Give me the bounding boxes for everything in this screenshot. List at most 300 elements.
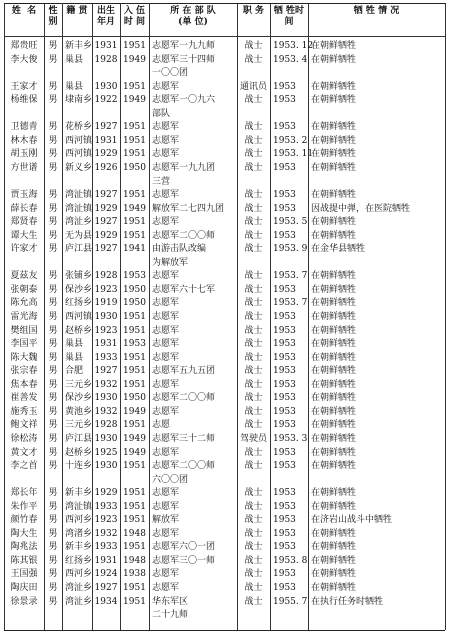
cell-unit: 一〇〇团 bbox=[152, 68, 189, 79]
cell-birth: 1927 bbox=[94, 366, 118, 377]
cell-situation: 在朝鲜牺牲 bbox=[311, 230, 357, 241]
cell-name: 胡玉刚 bbox=[10, 149, 38, 160]
cell-situation: 在朝鲜牺牲 bbox=[311, 149, 357, 160]
cell-birth: 1922 bbox=[94, 95, 118, 106]
cell-name: 陶兆法 bbox=[10, 542, 38, 553]
cell-birth: 1925 bbox=[94, 447, 118, 458]
cell-enlist: 1951 bbox=[123, 122, 146, 133]
cell-position: 通讯员 bbox=[239, 81, 267, 92]
cell-situation: 在朝鲜牺牲 bbox=[311, 352, 357, 363]
cell-position: 战士 bbox=[244, 596, 263, 607]
cell-gender: 男 bbox=[48, 379, 58, 390]
cell-sacrifice-time: 1953 bbox=[273, 312, 296, 322]
cell-gender: 男 bbox=[48, 312, 58, 322]
cell-situation: 在朝鲜牺牲 bbox=[311, 271, 357, 282]
header-situation: 牺 牲 情 况 bbox=[353, 6, 400, 16]
cell-name: 朱作平 bbox=[10, 501, 38, 512]
cell-unit: 三营 bbox=[152, 176, 171, 187]
cell-situation: 在朝鲜牺牲 bbox=[311, 54, 357, 65]
cell-birth: 1931 bbox=[94, 339, 118, 350]
cell-position: 战士 bbox=[244, 149, 263, 160]
cell-enlist: 1951 bbox=[123, 325, 146, 336]
cell-situation: 在朝鲜牺牲 bbox=[311, 41, 357, 51]
cell-enlist: 1949 bbox=[123, 203, 146, 214]
cell-origin: 湾沚乡 bbox=[65, 583, 93, 593]
cell-birth: 1930 bbox=[94, 312, 118, 322]
cell-gender: 男 bbox=[48, 569, 58, 580]
cell-position: 战士 bbox=[244, 325, 263, 336]
cell-origin: 埭南乡 bbox=[65, 95, 93, 106]
table-top-border bbox=[4, 3, 445, 4]
cell-unit: 志愿军 bbox=[152, 81, 180, 92]
cell-sacrifice-time: 1953 bbox=[273, 325, 296, 336]
cell-gender: 男 bbox=[48, 461, 58, 472]
cell-birth: 1928 bbox=[94, 271, 118, 282]
cell-position: 战士 bbox=[244, 271, 263, 282]
cell-sacrifice-time: 1953 bbox=[273, 420, 296, 431]
cell-unit: 志愿军三〇一师 bbox=[152, 555, 216, 566]
cell-sacrifice-time: 1953. 4 bbox=[273, 54, 308, 65]
cell-name: 徐景录 bbox=[10, 596, 38, 607]
header-name: 姓 名 bbox=[11, 6, 37, 16]
cell-unit: 志愿军 bbox=[152, 352, 180, 363]
cell-sacrifice-time: 1953. 9 bbox=[273, 244, 308, 255]
cell-enlist: 1938 bbox=[123, 569, 146, 580]
cell-birth: 1924 bbox=[94, 569, 118, 580]
cell-enlist: 1951 bbox=[123, 149, 146, 160]
cell-enlist: 1951 bbox=[123, 501, 146, 512]
cell-name: 李之首 bbox=[10, 461, 38, 472]
cell-gender: 男 bbox=[48, 528, 58, 539]
cell-situation: 在朝鲜牺牲 bbox=[311, 162, 357, 173]
cell-gender: 男 bbox=[48, 555, 58, 566]
cell-unit: 解放军 bbox=[152, 515, 180, 526]
cell-name: 鲍文祥 bbox=[10, 420, 38, 431]
cell-enlist: 1953 bbox=[123, 339, 146, 350]
cell-position: 战士 bbox=[244, 447, 263, 458]
cell-name: 徐松涛 bbox=[10, 433, 38, 444]
cell-name: 张朝泰 bbox=[10, 284, 38, 295]
cell-position: 战士 bbox=[244, 162, 263, 173]
cell-unit: 为解放军 bbox=[152, 257, 189, 268]
cell-name: 许家才 bbox=[10, 244, 38, 255]
cell-enlist: 1951 bbox=[123, 379, 146, 390]
cell-enlist: 1949 bbox=[123, 433, 146, 444]
cell-name: 陈大魏 bbox=[10, 352, 38, 363]
cell-position: 战士 bbox=[244, 298, 263, 309]
cell-sacrifice-time: 1953 bbox=[273, 230, 296, 241]
cell-origin: 湾沚镇 bbox=[65, 501, 93, 512]
column-divider bbox=[445, 3, 446, 630]
cell-unit: 由游击队改编 bbox=[152, 244, 207, 255]
cell-gender: 男 bbox=[48, 339, 58, 350]
cell-position: 战士 bbox=[244, 393, 263, 404]
cell-unit: 志愿军一九九团 bbox=[152, 162, 216, 173]
cell-sacrifice-time: 1953 bbox=[273, 447, 296, 458]
cell-enlist: 1951 bbox=[123, 352, 146, 363]
cell-position: 战士 bbox=[244, 284, 263, 295]
cell-sacrifice-time: 1953 bbox=[273, 406, 296, 417]
cell-name: 施秀玉 bbox=[10, 406, 38, 417]
cell-situation: 在朝鲜牺牲 bbox=[311, 461, 357, 472]
cell-name: 贾玉海 bbox=[10, 190, 38, 201]
cell-situation: 在朝鲜牺牲 bbox=[311, 569, 357, 580]
cell-enlist: 1941 bbox=[123, 244, 146, 255]
cell-origin: 西河镇 bbox=[65, 135, 93, 146]
cell-situation: 在朝鲜牺牲 bbox=[311, 555, 357, 566]
cell-position: 战士 bbox=[244, 461, 263, 472]
cell-unit: 华东军区 bbox=[152, 596, 189, 607]
header-birth: 出生年月 bbox=[96, 6, 115, 27]
cell-gender: 男 bbox=[48, 81, 58, 92]
cell-situation: 在朝鲜牺牲 bbox=[311, 501, 357, 512]
cell-origin: 巢县 bbox=[65, 54, 84, 65]
cell-name: 杨维保 bbox=[10, 95, 38, 106]
cell-birth: 1927 bbox=[94, 122, 118, 133]
cell-situation: 在金华县牺牲 bbox=[311, 244, 366, 255]
cell-unit: 志愿军 bbox=[152, 488, 180, 499]
cell-name: 方世谱 bbox=[10, 162, 38, 173]
cell-sacrifice-time: 1953. 12 bbox=[273, 41, 314, 51]
cell-unit: 志愿军 bbox=[152, 501, 180, 512]
cell-enlist: 1951 bbox=[123, 420, 146, 431]
cell-name: 陈其银 bbox=[10, 555, 38, 566]
cell-birth: 1931 bbox=[94, 135, 118, 146]
cell-birth: 1923 bbox=[94, 515, 118, 526]
table-bottom-border bbox=[4, 630, 445, 631]
cell-unit: 解放军二七四九团 bbox=[152, 203, 225, 214]
cell-gender: 男 bbox=[48, 583, 58, 593]
cell-birth: 1934 bbox=[94, 596, 118, 607]
cell-gender: 男 bbox=[48, 190, 58, 201]
cell-origin: 黄池乡 bbox=[65, 406, 93, 417]
cell-enlist: 1950 bbox=[123, 393, 146, 404]
cell-birth: 1930 bbox=[94, 461, 118, 472]
cell-unit: 六〇〇团 bbox=[152, 474, 189, 485]
cell-sacrifice-time: 1953. 7 bbox=[273, 271, 308, 282]
cell-enlist: 1951 bbox=[123, 312, 146, 322]
cell-sacrifice-time: 1953 bbox=[273, 393, 296, 404]
cell-enlist: 1951 bbox=[123, 230, 146, 241]
cell-unit: 志愿军 bbox=[152, 298, 180, 309]
cell-name: 夏兹友 bbox=[10, 271, 38, 282]
cell-position: 战士 bbox=[244, 54, 263, 65]
cell-position: 战士 bbox=[244, 135, 263, 146]
cell-unit: 志愿军 bbox=[152, 135, 180, 146]
cell-birth: 1919 bbox=[94, 298, 118, 309]
header-sacrifice-time: 牺 牲时 间 bbox=[273, 6, 308, 27]
cell-gender: 男 bbox=[48, 95, 58, 106]
cell-origin: 无为县 bbox=[65, 230, 93, 241]
column-divider bbox=[62, 3, 63, 630]
cell-position: 战士 bbox=[244, 122, 263, 133]
cell-situation: 在朝鲜牺牲 bbox=[311, 298, 357, 309]
cell-situation: 在朝鲜牺牲 bbox=[311, 95, 357, 106]
cell-position: 战士 bbox=[244, 420, 263, 431]
cell-origin: 新义乡 bbox=[65, 162, 93, 173]
cell-situation: 在朝鲜牺牲 bbox=[311, 312, 357, 322]
cell-sacrifice-time: 1953 bbox=[273, 122, 296, 133]
cell-sacrifice-time: 1953. 3 bbox=[273, 433, 308, 444]
cell-origin: 巢县 bbox=[65, 352, 84, 363]
cell-birth: 1933 bbox=[94, 542, 118, 553]
cell-origin: 三元乡 bbox=[65, 379, 93, 390]
cell-enlist: 1951 bbox=[123, 461, 146, 472]
header-origin: 籍 贯 bbox=[66, 6, 88, 16]
cell-unit: 志愿军 bbox=[152, 325, 180, 336]
cell-gender: 男 bbox=[48, 203, 58, 214]
cell-position: 战士 bbox=[244, 41, 263, 51]
cell-birth: 1931 bbox=[94, 555, 118, 566]
cell-enlist: 1951 bbox=[123, 596, 146, 607]
cell-birth: 1933 bbox=[94, 501, 118, 512]
cell-sacrifice-time: 1953 bbox=[273, 501, 296, 512]
cell-sacrifice-time: 1953. 5 bbox=[273, 217, 308, 228]
cell-enlist: 1950 bbox=[123, 284, 146, 295]
header-position: 职 务 bbox=[242, 6, 265, 16]
cell-gender: 男 bbox=[48, 542, 58, 553]
cell-enlist: 1951 bbox=[123, 366, 146, 377]
cell-gender: 男 bbox=[48, 352, 58, 363]
cell-situation: 在朝鲜牺牲 bbox=[311, 420, 357, 431]
cell-gender: 男 bbox=[48, 501, 58, 512]
cell-situation: 在朝鲜牺牲 bbox=[311, 135, 357, 146]
cell-unit: 志愿军一〇九六 bbox=[152, 95, 216, 106]
cell-birth: 1928 bbox=[94, 420, 118, 431]
cell-situation: 在朝鲜牺牲 bbox=[311, 433, 357, 444]
cell-gender: 男 bbox=[48, 217, 58, 228]
cell-situation: 在朝鲜牺牲 bbox=[311, 583, 357, 593]
cell-name: 陶大生 bbox=[10, 528, 38, 539]
cell-origin: 湾沚乡 bbox=[65, 217, 93, 228]
cell-enlist: 1951 bbox=[123, 190, 146, 201]
cell-situation: 在朝鲜牺牲 bbox=[311, 339, 357, 350]
cell-birth: 1930 bbox=[94, 393, 118, 404]
cell-enlist: 1949 bbox=[123, 54, 146, 65]
cell-unit: 志愿军 bbox=[152, 122, 180, 133]
cell-birth: 1926 bbox=[94, 162, 118, 173]
cell-gender: 男 bbox=[48, 135, 58, 146]
cell-birth: 1929 bbox=[94, 488, 118, 499]
cell-origin: 赵桥乡 bbox=[65, 325, 93, 336]
cell-origin: 红扬乡 bbox=[65, 555, 93, 566]
cell-unit: 部队 bbox=[152, 108, 171, 119]
cell-unit: 志愿军 bbox=[152, 379, 180, 390]
cell-sacrifice-time: 1953 bbox=[273, 488, 296, 499]
cell-name: 张宗春 bbox=[10, 366, 38, 377]
cell-gender: 男 bbox=[48, 54, 58, 65]
cell-situation: 在朝鲜牺牲 bbox=[311, 190, 357, 201]
cell-situation: 因战提中弹，在医院牺牲 bbox=[311, 203, 411, 214]
cell-birth: 1929 bbox=[94, 203, 118, 214]
cell-sacrifice-time: 1953 bbox=[273, 515, 296, 526]
cell-unit: 志愿军 bbox=[152, 447, 180, 458]
cell-situation: 在朝鲜牺牲 bbox=[311, 406, 357, 417]
cell-situation: 在朝鲜牺牲 bbox=[311, 528, 357, 539]
cell-birth: 1928 bbox=[94, 54, 118, 65]
cell-sacrifice-time: 1953 bbox=[273, 190, 296, 201]
cell-position: 战士 bbox=[244, 515, 263, 526]
cell-enlist: 1951 bbox=[123, 583, 146, 593]
cell-situation: 在朝鲜牺牲 bbox=[311, 542, 357, 553]
cell-unit: 志愿 bbox=[152, 420, 171, 431]
cell-name: 王国强 bbox=[10, 569, 38, 580]
cell-position: 战士 bbox=[244, 569, 263, 580]
cell-sacrifice-time: 1953 bbox=[273, 352, 296, 363]
cell-enlist: 1948 bbox=[123, 528, 146, 539]
cell-sacrifice-time: 1953 bbox=[273, 81, 296, 92]
cell-enlist: 1950 bbox=[123, 162, 146, 173]
cell-enlist: 1949 bbox=[123, 95, 146, 106]
cell-birth: 1931 bbox=[94, 41, 118, 51]
cell-origin: 新丰乡 bbox=[65, 488, 93, 499]
cell-enlist: 1950 bbox=[123, 298, 146, 309]
cell-unit: 志愿军 bbox=[152, 149, 180, 160]
cell-enlist: 1948 bbox=[123, 555, 146, 566]
cell-position: 战士 bbox=[244, 339, 263, 350]
cell-name: 焦本春 bbox=[10, 379, 38, 390]
cell-gender: 男 bbox=[48, 366, 58, 377]
cell-origin: 张铺乡 bbox=[65, 271, 93, 282]
cell-name: 樊组国 bbox=[10, 325, 38, 336]
cell-enlist: 1951 bbox=[123, 217, 146, 228]
cell-gender: 男 bbox=[48, 488, 58, 499]
cell-birth: 1932 bbox=[94, 528, 118, 539]
cell-sacrifice-time: 1953 bbox=[273, 284, 296, 295]
cell-position: 战士 bbox=[244, 190, 263, 201]
cell-name: 郑长年 bbox=[10, 488, 38, 499]
cell-gender: 男 bbox=[48, 406, 58, 417]
cell-origin: 红扬乡 bbox=[65, 298, 93, 309]
cell-unit: 志愿军三十四师 bbox=[152, 54, 216, 65]
cell-unit: 志愿军六〇一团 bbox=[152, 542, 216, 553]
cell-unit: 二十九师 bbox=[152, 610, 189, 621]
cell-enlist: 1953 bbox=[123, 271, 146, 282]
cell-situation: 在朝鲜牺牲 bbox=[311, 122, 357, 133]
cell-name: 郑贵旺 bbox=[10, 41, 38, 51]
cell-gender: 男 bbox=[48, 244, 58, 255]
cell-birth: 1923 bbox=[94, 325, 118, 336]
cell-gender: 男 bbox=[48, 393, 58, 404]
cell-name: 黄文才 bbox=[10, 447, 38, 458]
cell-position: 战士 bbox=[244, 95, 263, 106]
cell-unit: 志愿军 bbox=[152, 312, 180, 322]
cell-sacrifice-time: 1953 bbox=[273, 95, 296, 106]
cell-position: 战士 bbox=[244, 312, 263, 322]
cell-origin: 十连乡 bbox=[65, 461, 93, 472]
cell-unit: 志愿军一九九师 bbox=[152, 41, 216, 51]
cell-position: 战士 bbox=[244, 230, 263, 241]
cell-sacrifice-time: 1953 bbox=[273, 339, 296, 350]
cell-unit: 志愿军 bbox=[152, 217, 180, 228]
cell-origin: 合肥 bbox=[65, 366, 84, 377]
cell-origin: 保沙乡 bbox=[65, 284, 93, 295]
cell-enlist: 1951 bbox=[123, 135, 146, 146]
cell-birth: 1933 bbox=[94, 352, 118, 363]
cell-unit: 志愿军五九五团 bbox=[152, 366, 216, 377]
cell-position: 战士 bbox=[244, 203, 263, 214]
cell-name: 卫德青 bbox=[10, 122, 38, 133]
cell-name: 李国平 bbox=[10, 339, 38, 350]
cell-situation: 在朝鲜牺牲 bbox=[311, 366, 357, 377]
cell-origin: 湾渚乡 bbox=[65, 528, 93, 539]
cell-origin: 西河乡 bbox=[65, 569, 93, 580]
cell-gender: 男 bbox=[48, 433, 58, 444]
cell-sacrifice-time: 1953 bbox=[273, 569, 296, 580]
cell-name: 雷光海 bbox=[10, 312, 38, 322]
cell-unit: 志愿军二〇〇师 bbox=[152, 393, 216, 404]
cell-enlist: 1951 bbox=[123, 81, 146, 92]
cell-sacrifice-time: 1953. 8 bbox=[273, 555, 308, 566]
cell-sacrifice-time: 1953 bbox=[273, 528, 296, 539]
header-enlist: 入 伍时 间 bbox=[123, 6, 146, 27]
cell-name: 谭大生 bbox=[10, 230, 38, 241]
cell-name: 林木春 bbox=[10, 135, 38, 146]
cell-enlist: 1949 bbox=[123, 406, 146, 417]
cell-position: 战士 bbox=[244, 488, 263, 499]
cell-sacrifice-time: 1955. 7 bbox=[273, 596, 308, 607]
cell-origin: 新丰乡 bbox=[65, 41, 93, 51]
header-divider bbox=[4, 36, 445, 37]
cell-situation: 在朝鲜牺牲 bbox=[311, 379, 357, 390]
cell-origin: 三元乡 bbox=[65, 420, 93, 431]
cell-birth: 1930 bbox=[94, 433, 118, 444]
cell-situation: 在执行任务时牺牲 bbox=[311, 596, 384, 607]
cell-origin: 湾沚镇 bbox=[65, 203, 93, 214]
column-divider bbox=[308, 3, 309, 630]
cell-gender: 男 bbox=[48, 41, 58, 51]
cell-name: 郑贤春 bbox=[10, 217, 38, 228]
cell-position: 战士 bbox=[244, 583, 263, 593]
cell-name: 崔善发 bbox=[10, 393, 38, 404]
header-unit: 所 在 部 队 (单 位) bbox=[170, 6, 216, 27]
cell-origin: 巢县 bbox=[65, 81, 84, 92]
cell-origin: 庐江县 bbox=[65, 433, 93, 444]
cell-gender: 男 bbox=[48, 515, 58, 526]
cell-position: 战士 bbox=[244, 555, 263, 566]
cell-sacrifice-time: 1953. 11 bbox=[273, 149, 314, 160]
cell-name: 陈允高 bbox=[10, 298, 38, 309]
cell-origin: 保沙乡 bbox=[65, 393, 93, 404]
cell-sacrifice-time: 1953 bbox=[273, 203, 296, 214]
column-divider bbox=[270, 3, 271, 630]
cell-birth: 1927 bbox=[94, 244, 118, 255]
cell-sacrifice-time: 1953 bbox=[273, 379, 296, 390]
cell-origin: 巢县 bbox=[65, 339, 84, 350]
cell-gender: 男 bbox=[48, 298, 58, 309]
cell-unit: 志愿军二〇〇师 bbox=[152, 230, 216, 241]
cell-unit: 志愿军 bbox=[152, 339, 180, 350]
cell-sacrifice-time: 1953 bbox=[273, 542, 296, 553]
cell-position: 驾驶员 bbox=[239, 433, 267, 444]
cell-name: 李大俊 bbox=[10, 54, 38, 65]
cell-gender: 男 bbox=[48, 596, 58, 607]
cell-name: 王家才 bbox=[10, 81, 38, 92]
cell-gender: 男 bbox=[48, 149, 58, 160]
cell-enlist: 1949 bbox=[123, 447, 146, 458]
cell-position: 战士 bbox=[244, 366, 263, 377]
cell-origin: 湾沚乡 bbox=[65, 596, 93, 607]
cell-origin: 西河镇 bbox=[65, 312, 93, 322]
cell-position: 战士 bbox=[244, 379, 263, 390]
cell-position: 战士 bbox=[244, 217, 263, 228]
cell-gender: 男 bbox=[48, 420, 58, 431]
cell-position: 战士 bbox=[244, 352, 263, 363]
cell-position: 战士 bbox=[244, 528, 263, 539]
cell-origin: 西河镇 bbox=[65, 149, 93, 160]
cell-situation: 在朝鲜牺牲 bbox=[311, 81, 357, 92]
cell-birth: 1927 bbox=[94, 217, 118, 228]
